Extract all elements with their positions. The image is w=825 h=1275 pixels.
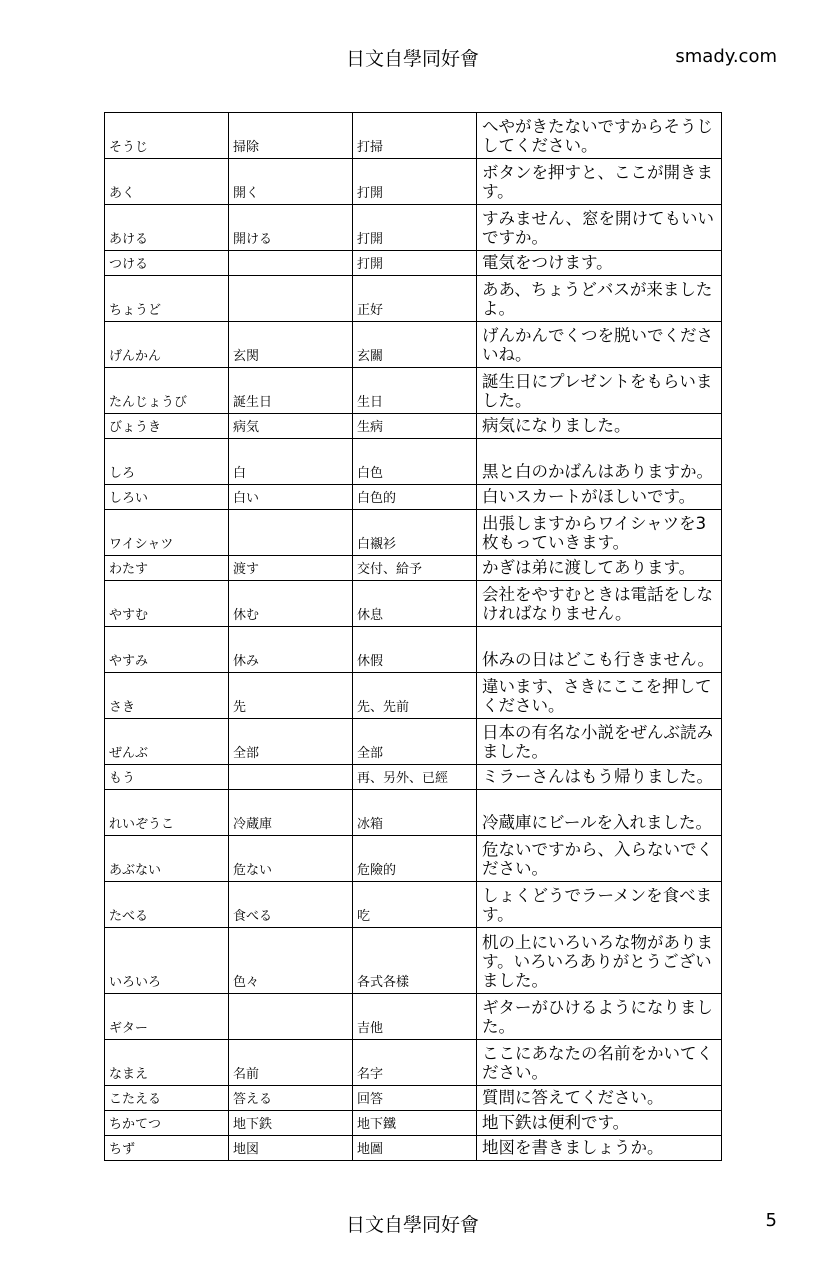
header-site: smady.com (675, 46, 777, 67)
kanji-cell: 誕生日 (229, 368, 353, 414)
table-row (105, 882, 722, 928)
kana-cell: わたす (105, 556, 229, 581)
kana-cell: さき (105, 673, 229, 719)
chinese-cell: 生病 (353, 414, 477, 439)
kanji-cell: 地図 (229, 1136, 353, 1161)
kanji-cell: 白 (229, 439, 353, 485)
example-cell: 地下鉄は便利です。 (477, 1111, 722, 1136)
kana-cell: いろいろ (105, 928, 229, 994)
kanji-cell: 先 (229, 673, 353, 719)
kana-cell: やすみ (105, 627, 229, 673)
example-cell: 質問に答えてください。 (477, 1086, 722, 1111)
kana-cell: あぶない (105, 836, 229, 882)
chinese-cell: 地下鐵 (353, 1111, 477, 1136)
kana-cell: ちょうど (105, 276, 229, 322)
chinese-cell: 白色的 (353, 485, 477, 510)
kana-cell: ギター (105, 994, 229, 1040)
example-cell: 電気をつけます。 (477, 251, 722, 276)
kanji-cell: 危ない (229, 836, 353, 882)
chinese-cell: 打掃 (353, 113, 477, 159)
example-cell: 冷蔵庫にビールを入れました。 (477, 790, 722, 836)
chinese-cell: 正好 (353, 276, 477, 322)
table-row (105, 765, 722, 790)
kana-cell: あける (105, 205, 229, 251)
vocabulary-table (104, 112, 722, 1161)
table-row (105, 510, 722, 556)
table-row (105, 790, 722, 836)
example-cell: 誕生日にプレゼントをもらいました。 (477, 368, 722, 414)
kanji-cell (229, 510, 353, 556)
kanji-cell (229, 994, 353, 1040)
kana-cell: やすむ (105, 581, 229, 627)
kanji-cell: 白い (229, 485, 353, 510)
kanji-cell: 冷蔵庫 (229, 790, 353, 836)
example-cell: 会社をやすむときは電話をしなければなりません。 (477, 581, 722, 627)
kanji-cell: 食べる (229, 882, 353, 928)
chinese-cell: 吉他 (353, 994, 477, 1040)
chinese-cell: 休息 (353, 581, 477, 627)
kana-cell: びょうき (105, 414, 229, 439)
chinese-cell: 玄關 (353, 322, 477, 368)
page-number: 5 (765, 1210, 777, 1231)
table-row (105, 627, 722, 673)
chinese-cell: 地圖 (353, 1136, 477, 1161)
table-row (105, 159, 722, 205)
kana-cell: つける (105, 251, 229, 276)
example-cell: 黒と白のかばんはありますか。 (477, 439, 722, 485)
kanji-cell: 地下鉄 (229, 1111, 353, 1136)
chinese-cell: 吃 (353, 882, 477, 928)
kana-cell: れいぞうこ (105, 790, 229, 836)
table-row (105, 1111, 722, 1136)
kanji-cell: 玄関 (229, 322, 353, 368)
example-cell: かぎは弟に渡してあります。 (477, 556, 722, 581)
table-row (105, 581, 722, 627)
kana-cell: たんじょうび (105, 368, 229, 414)
kana-cell: なまえ (105, 1040, 229, 1086)
kana-cell: ワイシャツ (105, 510, 229, 556)
chinese-cell: 休假 (353, 627, 477, 673)
kana-cell: しろい (105, 485, 229, 510)
example-cell: ギターがひけるようになりました。 (477, 994, 722, 1040)
table-row (105, 414, 722, 439)
example-cell: 病気になりました。 (477, 414, 722, 439)
example-cell: へやがきたないですからそうじしてください。 (477, 113, 722, 159)
chinese-cell: 生日 (353, 368, 477, 414)
example-cell: 休みの日はどこも行きません。 (477, 627, 722, 673)
kanji-cell: 開く (229, 159, 353, 205)
chinese-cell: 全部 (353, 719, 477, 765)
table-row (105, 1136, 722, 1161)
example-cell: げんかんでくつを脱いでくださいね。 (477, 322, 722, 368)
table-row (105, 928, 722, 994)
table-row (105, 1086, 722, 1111)
kana-cell: ぜんぶ (105, 719, 229, 765)
example-cell: 日本の有名な小説をぜんぶ読みました。 (477, 719, 722, 765)
example-cell: ああ、ちょうどバスが来ましたよ。 (477, 276, 722, 322)
chinese-cell: 交付、給予 (353, 556, 477, 581)
example-cell: 危ないですから、入らないでください。 (477, 836, 722, 882)
chinese-cell: 冰箱 (353, 790, 477, 836)
table-row (105, 994, 722, 1040)
table-row (105, 485, 722, 510)
table-row (105, 205, 722, 251)
table-row (105, 368, 722, 414)
kanji-cell: 色々 (229, 928, 353, 994)
kanji-cell: 掃除 (229, 113, 353, 159)
table-row (105, 113, 722, 159)
chinese-cell: 打開 (353, 251, 477, 276)
kana-cell: しろ (105, 439, 229, 485)
chinese-cell: 打開 (353, 205, 477, 251)
table-row (105, 276, 722, 322)
kana-cell: こたえる (105, 1086, 229, 1111)
table-row (105, 251, 722, 276)
chinese-cell: 白色 (353, 439, 477, 485)
chinese-cell: 再、另外、已經 (353, 765, 477, 790)
kanji-cell (229, 251, 353, 276)
footer-title: 日文自學同好會 (345, 1214, 479, 1236)
example-cell: 違います、さきにここを押してください。 (477, 673, 722, 719)
kanji-cell: 渡す (229, 556, 353, 581)
kanji-cell: 全部 (229, 719, 353, 765)
example-cell: 出張しますからワイシャツを3枚もっていきます。 (477, 510, 722, 556)
example-cell: ボタンを押すと、ここが開きます。 (477, 159, 722, 205)
chinese-cell: 名字 (353, 1040, 477, 1086)
kana-cell: もう (105, 765, 229, 790)
kana-cell: ちかてつ (105, 1111, 229, 1136)
vocabulary-table-body (105, 113, 722, 1161)
kana-cell: げんかん (105, 322, 229, 368)
table-row (105, 836, 722, 882)
example-cell: しょくどうでラーメンを食べます。 (477, 882, 722, 928)
header-title: 日文自學同好會 (345, 48, 479, 70)
kanji-cell: 名前 (229, 1040, 353, 1086)
chinese-cell: 危險的 (353, 836, 477, 882)
kanji-cell: 休む (229, 581, 353, 627)
example-cell: すみません、窓を開けてもいいですか。 (477, 205, 722, 251)
kana-cell: あく (105, 159, 229, 205)
chinese-cell: 回答 (353, 1086, 477, 1111)
chinese-cell: 打開 (353, 159, 477, 205)
kanji-cell: 休み (229, 627, 353, 673)
table-row (105, 1040, 722, 1086)
kanji-cell: 答える (229, 1086, 353, 1111)
table-row (105, 673, 722, 719)
kanji-cell: 開ける (229, 205, 353, 251)
table-row (105, 719, 722, 765)
chinese-cell: 各式各樣 (353, 928, 477, 994)
example-cell: 地図を書きましょうか。 (477, 1136, 722, 1161)
example-cell: 机の上にいろいろな物があります。いろいろありがとうございました。 (477, 928, 722, 994)
kana-cell: ちず (105, 1136, 229, 1161)
table-row (105, 439, 722, 485)
table-row (105, 556, 722, 581)
chinese-cell: 先、先前 (353, 673, 477, 719)
chinese-cell: 白襯衫 (353, 510, 477, 556)
kanji-cell: 病気 (229, 414, 353, 439)
kana-cell: そうじ (105, 113, 229, 159)
example-cell: 白いスカートがほしいです。 (477, 485, 722, 510)
table-row (105, 322, 722, 368)
example-cell: ここにあなたの名前をかいてください。 (477, 1040, 722, 1086)
example-cell: ミラーさんはもう帰りました。 (477, 765, 722, 790)
kanji-cell (229, 765, 353, 790)
kana-cell: たべる (105, 882, 229, 928)
kanji-cell (229, 276, 353, 322)
